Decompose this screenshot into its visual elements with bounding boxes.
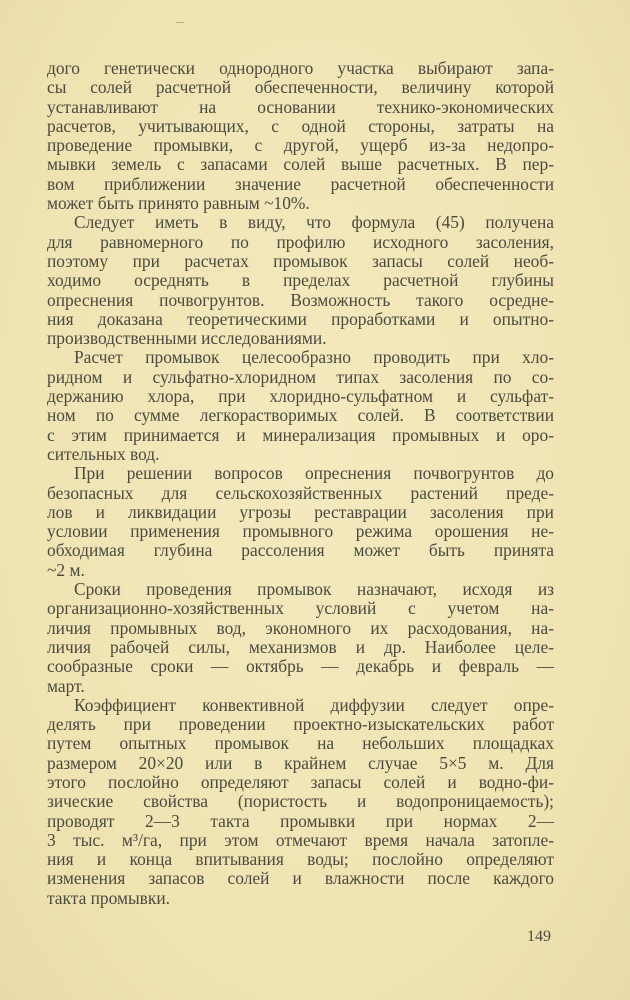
text-line: держанию хлора, при хлоридно-сульфатном и сульфат- xyxy=(47,386,554,407)
text-line: делять при проведении проектно-изыскательских работ xyxy=(47,714,554,735)
text-line: ния и конца впитывания воды; послойно определяют xyxy=(47,849,554,870)
text-line: ния доказана теоретическими проработками и опытно- xyxy=(47,308,554,329)
text-line: опреснения почвогрунтов. Возможность такого осредне- xyxy=(47,289,554,310)
text-line: дого генетически однородного участка выбирают запа- xyxy=(47,58,554,78)
body-text xyxy=(47,59,554,908)
text-line: условии применения промывного режима орошения не- xyxy=(47,521,554,542)
text-line: расчетов, учитывающих, с одной стороны, затраты на xyxy=(47,115,554,136)
paragraph xyxy=(47,696,554,908)
text-line: ходимо осреднять в пределах расчетной глубины xyxy=(47,270,554,291)
text-line: сы солей расчетной обеспеченности, величину которой xyxy=(47,77,554,98)
text-line: может быть принято равным ~10%. xyxy=(47,193,310,214)
text-line: зические свойства (пористость и водопроницаемость); xyxy=(47,791,554,812)
paragraph xyxy=(47,464,554,580)
paragraph xyxy=(47,59,554,213)
page-number: 149 xyxy=(527,928,551,945)
text-line: этого послойно определяют запасы солей и водно-фи- xyxy=(47,771,554,792)
text-line: Коэффициент конвективной диффузии следует опре- xyxy=(74,694,554,715)
print-mark xyxy=(176,22,184,23)
paragraph xyxy=(47,348,554,464)
text-line: производственными исследованиями. xyxy=(47,328,327,349)
text-line: устанавливают на основании технико-экономических xyxy=(47,96,554,117)
text-line: такта промывки. xyxy=(47,887,170,908)
paragraph xyxy=(47,213,554,348)
text-line: ном по сумме легкорастворимых солей. В соответствии xyxy=(47,405,554,426)
text-line: проведение промывки, с другой, ущерб из-за недопро- xyxy=(47,135,554,156)
text-line: личия рабочей силы, механизмов и др. Наиболее целе- xyxy=(47,636,554,657)
text-line: проводят 2—3 такта промывки при нормах 2— xyxy=(47,810,554,831)
text-line: для равномерного по профилю исходного засоления, xyxy=(47,231,554,252)
text-line: с этим принимается и минерализация промывных и оро- xyxy=(47,424,554,445)
text-line: путем опытных промывок на небольших площадках xyxy=(47,733,554,754)
text-line: размером 20×20 или в крайнем случае 5×5 м. Для xyxy=(47,752,554,773)
text-line: 3 тыс. м³/га, при этом отмечают время начала затопле- xyxy=(47,829,554,850)
text-line: лов и ликвидации угрозы реставрации засоления при xyxy=(47,501,554,522)
text-line: Сроки проведения промывок назначают, исходя из xyxy=(74,579,554,600)
paragraph xyxy=(47,580,554,696)
text-line: сительных вод. xyxy=(47,443,160,464)
text-line: изменения запасов солей и влажности после каждого xyxy=(47,868,554,889)
text-line: вом приближении значение расчетной обеспеченности xyxy=(47,173,554,194)
text-line: При решении вопросов опреснения почвогрунтов до xyxy=(74,463,554,484)
text-line: Следует иметь в виду, что формула (45) получена xyxy=(74,212,554,233)
text-line: ридном и сульфатно-хлоридном типах засоления по со- xyxy=(47,366,554,387)
text-line: организационно-хозяйственных условий с учетом на- xyxy=(47,598,554,619)
text-line: Расчет промывок целесообразно проводить при хло- xyxy=(74,347,554,368)
text-line: мывки земель с запасами солей выше расчетных. В пер- xyxy=(47,154,554,175)
text-line: личия промывных вод, экономного их расходования, на- xyxy=(47,617,554,638)
text-line: март. xyxy=(47,675,85,696)
text-line: сообразные сроки — октябрь — декабрь и февраль — xyxy=(47,656,554,677)
text-line: поэтому при расчетах промывок запасы солей необ- xyxy=(47,250,554,271)
text-line: ~2 м. xyxy=(47,559,85,580)
text-line: безопасных для сельскохозяйственных растений преде- xyxy=(47,482,554,503)
text-line: обходимая глубина рассоления может быть принята xyxy=(47,540,554,561)
